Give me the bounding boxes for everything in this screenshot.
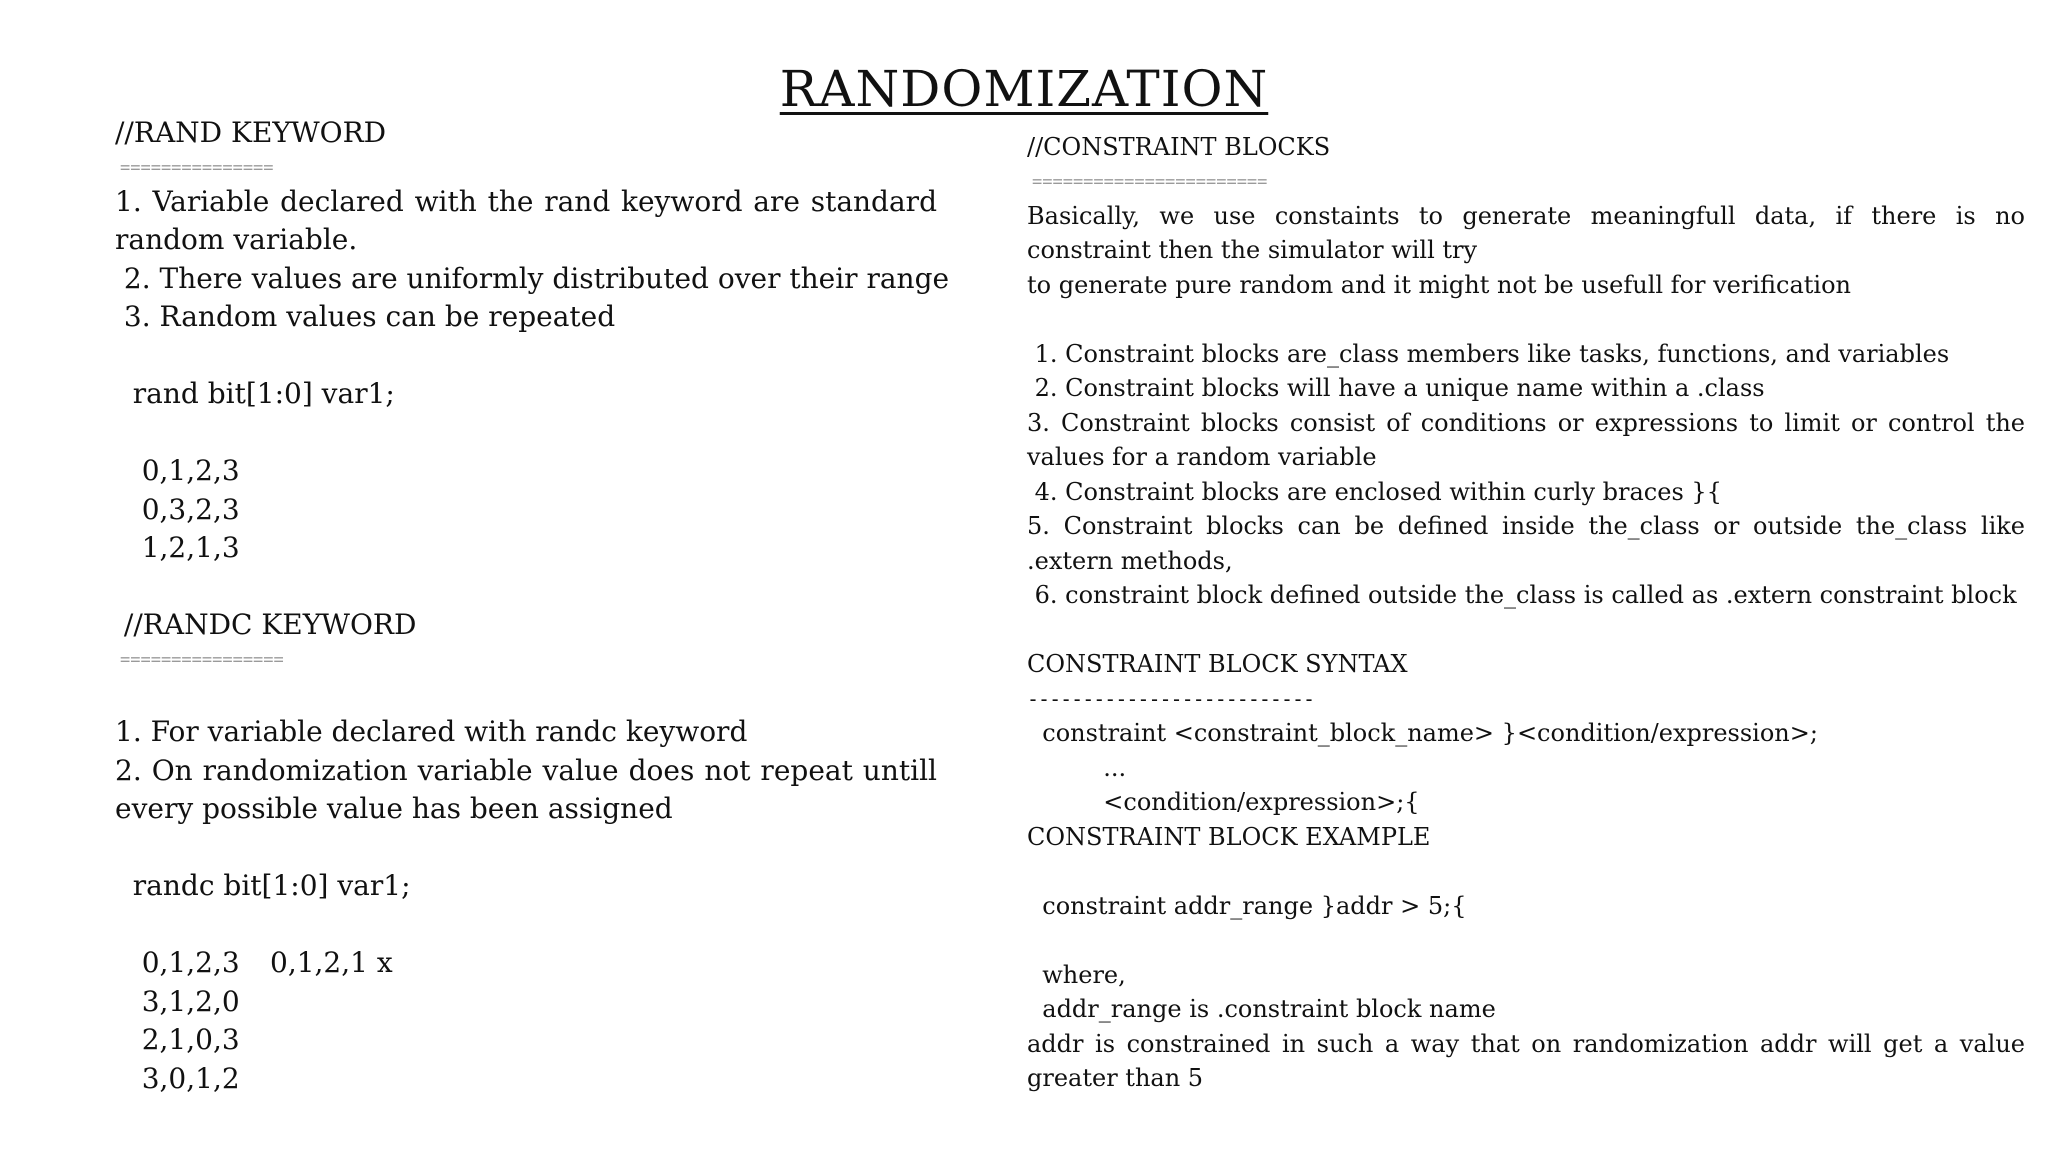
randc-value-invalid: 0,1,2,1 x: [270, 946, 393, 979]
where-label: where,: [1027, 960, 1126, 989]
constraint-heading: //CONSTRAINT BLOCKS: [1027, 133, 1331, 161]
syntax-line: ...: [1027, 753, 1127, 782]
randc-value-row: [115, 983, 937, 1022]
constraint-point: 5. Constraint blocks can be defined inside the_class or outside the_class like .extern methods,: [1027, 512, 2025, 575]
rand-point-1: 1. Variable declared with the rand keyword are standard random variable.: [115, 184, 937, 256]
constraint-point: 6. constraint block defined outside the_class is called as .extern constraint block: [1027, 581, 2017, 609]
right-column: [1027, 130, 2025, 1096]
rand-value: 1,2,1,3: [115, 531, 240, 564]
randc-value: 2,1,0,3: [115, 1023, 240, 1056]
randc-value: 0,1,2,3: [115, 946, 240, 979]
syntax-divider: --------------------------: [1027, 686, 1315, 711]
rand-separator: ===============: [120, 157, 274, 178]
constraint-point: 4. Constraint blocks are enclosed within curly braces }{: [1027, 477, 1722, 506]
randc-separator: ================: [120, 649, 284, 670]
rand-value: 0,3,2,3: [115, 492, 240, 526]
rand-heading: //RAND KEYWORD: [115, 116, 387, 149]
randc-point-2: 2. On randomization variable value does not repeat untill every possible value has been assigned: [115, 753, 937, 825]
constraint-separator: =======================: [1032, 171, 1268, 192]
where-item: addr_range is .constraint block name: [1027, 995, 1496, 1023]
randc-heading: //RANDC KEYWORD: [115, 608, 417, 641]
constraint-point: 3. Constraint blocks consist of conditions or expressions to limit or control the values for a random variable: [1027, 408, 2025, 471]
constraint-point: 2. Constraint blocks will have a unique name within a .class: [1027, 374, 1765, 402]
randc-value: 3,1,2,0: [115, 984, 240, 1018]
where-item: addr is constrained in such a way that on randomization addr will get a value greater than 5: [1027, 1029, 2025, 1092]
rand-point-3: 3. Random values can be repeated: [115, 300, 616, 333]
example-heading: CONSTRAINT BLOCK EXAMPLE: [1027, 822, 1431, 851]
randc-value: 3,0,1,2: [115, 1061, 240, 1095]
rand-declaration: rand bit[1:0] var1;: [115, 377, 395, 410]
randc-declaration: randc bit[1:0] var1;: [115, 869, 411, 902]
randc-value-row: [115, 1021, 937, 1060]
syntax-line: <condition/expression>;{: [1027, 788, 1420, 816]
syntax-heading: CONSTRAINT BLOCK SYNTAX: [1027, 650, 1408, 678]
randc-value-row: [115, 944, 937, 983]
constraint-intro-2: to generate pure random and it might not be usefull for verification: [1027, 270, 1852, 299]
example-line: constraint addr_range }addr > 5;{: [1027, 891, 1467, 920]
left-column: [115, 114, 950, 1098]
rand-value: 0,1,2,3: [115, 454, 240, 487]
randc-value-row: [115, 1060, 937, 1099]
rand-point-2: 2. There values are uniformly distributed over their range: [115, 261, 950, 295]
randc-point-1: 1. For variable declared with randc keyword: [115, 715, 748, 748]
constraint-point: 1. Constraint blocks are_class members like tasks, functions, and variables: [1027, 339, 1950, 368]
syntax-line: constraint <constraint_block_name> }<condition/expression>;: [1027, 719, 1818, 747]
constraint-intro-1: Basically, we use constaints to generate meaningfull data, if there is no constraint then the simulator will try: [1027, 201, 2025, 264]
page-title: RANDOMIZATION: [779, 60, 1269, 118]
